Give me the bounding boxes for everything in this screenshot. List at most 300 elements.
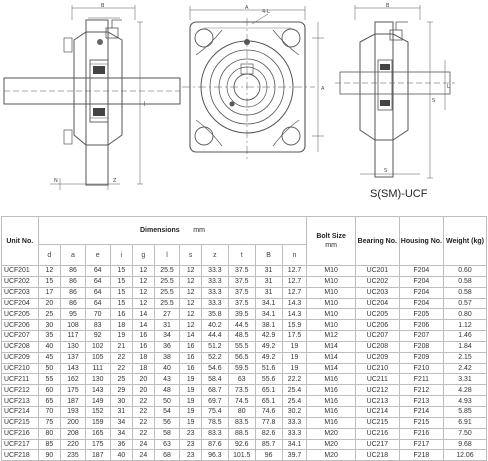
- table-cell: 0.60: [443, 266, 486, 277]
- table-cell: 220: [61, 439, 86, 450]
- table-cell: 70: [38, 406, 61, 417]
- table-cell: M10: [307, 276, 355, 287]
- table-cell: 12: [133, 298, 155, 309]
- table-cell: 34.1: [282, 439, 307, 450]
- table-cell: M16: [307, 396, 355, 407]
- unit-no-cell: UCF213: [2, 396, 39, 407]
- unit-no-cell: UCF203: [2, 287, 39, 298]
- table-cell: 64: [85, 298, 110, 309]
- table-cell: 30: [110, 396, 133, 407]
- table-cell: 12: [180, 320, 202, 331]
- table-row: [2, 428, 487, 439]
- table-cell: 39.7: [282, 450, 307, 461]
- table-cell: 16: [133, 341, 155, 352]
- table-cell: 2.15: [443, 352, 486, 363]
- table-cell: 105: [85, 352, 110, 363]
- table-cell: 15: [110, 298, 133, 309]
- table-cell: M14: [307, 363, 355, 374]
- table-cell: 65.1: [255, 385, 282, 396]
- table-cell: UC206: [355, 320, 399, 331]
- table-cell: 22: [133, 406, 155, 417]
- table-cell: 25.5: [154, 298, 180, 309]
- table-cell: 63: [228, 374, 255, 385]
- table-cell: 235: [61, 450, 86, 461]
- left-side-view: [4, 5, 180, 190]
- table-cell: 101.5: [228, 450, 255, 461]
- table-cell: 108: [61, 320, 86, 331]
- table-cell: 55.5: [228, 341, 255, 352]
- table-cell: 23: [180, 439, 202, 450]
- table-cell: 34: [154, 331, 180, 342]
- table-cell: 40: [38, 341, 61, 352]
- table-cell: 77.8: [255, 417, 282, 428]
- table-cell: UC205: [355, 309, 399, 320]
- front-view: [182, 6, 324, 160]
- unit-no-cell: UCF202: [2, 276, 39, 287]
- dim-column-header: g: [133, 245, 155, 266]
- table-cell: 15.9: [282, 320, 307, 331]
- table-cell: 95: [61, 309, 86, 320]
- dim-column-header: l: [154, 245, 180, 266]
- table-cell: UC204: [355, 298, 399, 309]
- table-row: [2, 396, 487, 407]
- table-cell: M14: [307, 352, 355, 363]
- table-cell: 21: [110, 341, 133, 352]
- table-cell: 6.91: [443, 417, 486, 428]
- table-cell: 37.5: [228, 287, 255, 298]
- table-cell: 38.1: [255, 320, 282, 331]
- table-cell: M16: [307, 417, 355, 428]
- table-cell: F204: [399, 266, 443, 277]
- table-cell: 14: [180, 331, 202, 342]
- table-cell: 12: [180, 287, 202, 298]
- table-cell: F204: [399, 287, 443, 298]
- table-cell: 59.5: [228, 363, 255, 374]
- header-weight: Weight (kg): [443, 217, 486, 266]
- unit-no-cell: UCF201: [2, 266, 39, 277]
- table-cell: 22: [133, 428, 155, 439]
- dim-column-header: z: [201, 245, 228, 266]
- dim-label: S: [384, 168, 388, 174]
- table-cell: 37.5: [228, 298, 255, 309]
- table-cell: 16: [110, 309, 133, 320]
- table-cell: 87.6: [201, 439, 228, 450]
- table-cell: 29: [110, 385, 133, 396]
- unit-no-cell: UCF204: [2, 298, 39, 309]
- table-cell: 0.57: [443, 298, 486, 309]
- table-row: [2, 331, 487, 342]
- dim-column-header: e: [85, 245, 110, 266]
- table-cell: 16: [180, 363, 202, 374]
- table-cell: M14: [307, 341, 355, 352]
- dim-label: J: [144, 101, 146, 107]
- table-cell: 111: [85, 363, 110, 374]
- table-cell: 58: [154, 428, 180, 439]
- table-cell: 162: [61, 374, 86, 385]
- table-cell: 31: [255, 287, 282, 298]
- table-cell: 187: [61, 396, 86, 407]
- table-cell: 86: [61, 287, 86, 298]
- table-cell: 152: [85, 406, 110, 417]
- unit-no-cell: UCF216: [2, 428, 39, 439]
- table-row: [2, 266, 487, 277]
- table-cell: 68: [154, 450, 180, 461]
- dim-column-header: n: [282, 245, 307, 266]
- unit-no-cell: UCF207: [2, 331, 39, 342]
- dim-column-header: t: [228, 245, 255, 266]
- table-cell: 18: [110, 320, 133, 331]
- table-cell: 92: [85, 331, 110, 342]
- table-cell: 117: [61, 331, 86, 342]
- table-cell: 54: [154, 406, 180, 417]
- table-row: [2, 298, 487, 309]
- table-cell: UC210: [355, 363, 399, 374]
- table-cell: 12.06: [443, 450, 486, 461]
- table-cell: F213: [399, 396, 443, 407]
- header-bolt-size-unit: mm: [325, 242, 337, 249]
- table-cell: 19: [282, 363, 307, 374]
- table-cell: UC202: [355, 276, 399, 287]
- table-cell: 31: [110, 406, 133, 417]
- table-cell: UC201: [355, 266, 399, 277]
- table-cell: 25: [110, 374, 133, 385]
- dim-column-header: a: [61, 245, 86, 266]
- table-cell: 14.3: [282, 309, 307, 320]
- table-cell: 16: [133, 331, 155, 342]
- table-cell: 14: [133, 309, 155, 320]
- table-cell: 12.7: [282, 287, 307, 298]
- table-cell: 25.5: [154, 287, 180, 298]
- table-row: [2, 287, 487, 298]
- unit-no-cell: UCF214: [2, 406, 39, 417]
- table-row: [2, 406, 487, 417]
- table-cell: 9.68: [443, 439, 486, 450]
- table-cell: F211: [399, 374, 443, 385]
- table-cell: 36: [110, 439, 133, 450]
- table-cell: 18: [133, 363, 155, 374]
- table-cell: 12: [38, 266, 61, 277]
- table-cell: 49.2: [255, 341, 282, 352]
- table-cell: 2.42: [443, 363, 486, 374]
- table-cell: 4.93: [443, 396, 486, 407]
- table-cell: 15: [110, 287, 133, 298]
- table-cell: 78.5: [201, 417, 228, 428]
- table-cell: 31: [255, 276, 282, 287]
- table-cell: 31: [154, 320, 180, 331]
- table-row: [2, 309, 487, 320]
- dim-column-header: B: [255, 245, 282, 266]
- table-row: [2, 352, 487, 363]
- table-cell: 19: [180, 396, 202, 407]
- table-cell: 18: [133, 352, 155, 363]
- table-cell: F216: [399, 428, 443, 439]
- dim-column-header: s: [180, 245, 202, 266]
- table-cell: 25.5: [154, 276, 180, 287]
- table-cell: 55.6: [255, 374, 282, 385]
- table-cell: 12.7: [282, 266, 307, 277]
- table-cell: 33.3: [201, 266, 228, 277]
- table-cell: 69.7: [201, 396, 228, 407]
- table-cell: 38: [154, 352, 180, 363]
- callout-4-l: 4-L: [262, 9, 270, 15]
- table-cell: 23: [180, 450, 202, 461]
- table-cell: 50: [154, 396, 180, 407]
- table-cell: 27: [154, 309, 180, 320]
- table-cell: 22: [133, 417, 155, 428]
- table-cell: UC217: [355, 439, 399, 450]
- technical-drawing: [0, 0, 488, 205]
- table-cell: 14.3: [282, 298, 307, 309]
- table-cell: 58.4: [201, 374, 228, 385]
- table-cell: 22: [133, 396, 155, 407]
- table-cell: 17.5: [282, 331, 307, 342]
- table-cell: 74.5: [228, 396, 255, 407]
- table-cell: 1.12: [443, 320, 486, 331]
- table-cell: 30: [38, 320, 61, 331]
- dim-column-header: i: [110, 245, 133, 266]
- table-cell: F204: [399, 276, 443, 287]
- table-cell: M10: [307, 298, 355, 309]
- unit-no-cell: UCF211: [2, 374, 39, 385]
- table-cell: 35.8: [201, 309, 228, 320]
- table-cell: 51.6: [255, 363, 282, 374]
- table-cell: UC214: [355, 406, 399, 417]
- table-row: [2, 276, 487, 287]
- spec-table-body: [2, 266, 487, 461]
- unit-no-cell: UCF205: [2, 309, 39, 320]
- table-cell: 83.5: [228, 417, 255, 428]
- table-cell: 40: [154, 363, 180, 374]
- table-cell: 30.2: [282, 406, 307, 417]
- table-row: [2, 450, 487, 461]
- right-side-view: [335, 5, 455, 178]
- table-cell: 65: [38, 396, 61, 407]
- table-cell: 19: [180, 385, 202, 396]
- table-cell: 70: [85, 309, 110, 320]
- table-cell: 16: [180, 352, 202, 363]
- table-cell: 175: [85, 439, 110, 450]
- table-cell: 80: [38, 428, 61, 439]
- table-cell: UC207: [355, 331, 399, 342]
- table-cell: 19: [110, 331, 133, 342]
- table-cell: 149: [85, 396, 110, 407]
- table-cell: M20: [307, 450, 355, 461]
- spec-table: [1, 216, 487, 461]
- table-cell: 19: [282, 341, 307, 352]
- table-cell: 25.4: [282, 385, 307, 396]
- table-cell: 12: [133, 266, 155, 277]
- table-cell: 48.5: [228, 331, 255, 342]
- table-cell: M10: [307, 266, 355, 277]
- table-cell: UC209: [355, 352, 399, 363]
- table-cell: 40: [110, 450, 133, 461]
- table-cell: 33.3: [282, 428, 307, 439]
- table-cell: 96: [255, 450, 282, 461]
- dim-label: A: [245, 5, 249, 11]
- table-cell: 4.28: [443, 385, 486, 396]
- table-cell: 92.6: [228, 439, 255, 450]
- table-cell: F210: [399, 363, 443, 374]
- table-cell: 86: [61, 266, 86, 277]
- table-cell: F206: [399, 320, 443, 331]
- table-cell: 64: [85, 287, 110, 298]
- table-cell: 3.31: [443, 374, 486, 385]
- table-cell: 1.84: [443, 341, 486, 352]
- unit-no-cell: UCF206: [2, 320, 39, 331]
- table-cell: 12: [133, 287, 155, 298]
- table-cell: UC203: [355, 287, 399, 298]
- table-cell: 36: [154, 341, 180, 352]
- table-cell: M16: [307, 374, 355, 385]
- table-cell: 83: [85, 320, 110, 331]
- table-cell: 5.85: [443, 406, 486, 417]
- table-cell: 74.6: [255, 406, 282, 417]
- table-cell: 45: [38, 352, 61, 363]
- dim-label: B: [386, 3, 390, 9]
- table-cell: 165: [85, 428, 110, 439]
- table-cell: 15: [110, 266, 133, 277]
- table-cell: 55: [38, 374, 61, 385]
- table-cell: 12: [180, 298, 202, 309]
- table-cell: 42.9: [255, 331, 282, 342]
- dim-column-header: d: [38, 245, 61, 266]
- table-cell: 16: [180, 341, 202, 352]
- header-bearing-no: Bearing No.: [355, 217, 399, 266]
- table-cell: 85: [38, 439, 61, 450]
- table-cell: 0.80: [443, 309, 486, 320]
- table-cell: 25.5: [154, 266, 180, 277]
- table-cell: 44.4: [201, 331, 228, 342]
- unit-no-cell: UCF208: [2, 341, 39, 352]
- table-cell: 33.3: [201, 287, 228, 298]
- table-cell: 44.5: [228, 320, 255, 331]
- table-cell: M20: [307, 439, 355, 450]
- table-cell: F212: [399, 385, 443, 396]
- table-cell: 208: [61, 428, 86, 439]
- table-cell: 20: [38, 298, 61, 309]
- table-cell: 35: [38, 331, 61, 342]
- table-cell: 52.2: [201, 352, 228, 363]
- table-row: [2, 363, 487, 374]
- table-cell: 12: [180, 309, 202, 320]
- unit-no-cell: UCF217: [2, 439, 39, 450]
- table-cell: 22.2: [282, 374, 307, 385]
- table-cell: 15: [38, 276, 61, 287]
- dim-label: S: [432, 98, 436, 104]
- table-cell: F214: [399, 406, 443, 417]
- table-cell: M10: [307, 287, 355, 298]
- header-dimensions-unit: mm: [193, 227, 205, 234]
- table-cell: 102: [85, 341, 110, 352]
- table-cell: 23: [180, 428, 202, 439]
- table-cell: 159: [85, 417, 110, 428]
- table-cell: 17: [38, 287, 61, 298]
- table-cell: F204: [399, 298, 443, 309]
- table-cell: 12: [180, 266, 202, 277]
- dim-label: A: [321, 86, 325, 92]
- table-cell: F215: [399, 417, 443, 428]
- header-bolt-size: [307, 217, 355, 266]
- unit-no-cell: UCF215: [2, 417, 39, 428]
- table-cell: 63: [154, 439, 180, 450]
- table-cell: 175: [61, 385, 86, 396]
- table-cell: 143: [85, 385, 110, 396]
- table-cell: 43: [154, 374, 180, 385]
- table-cell: 22: [110, 352, 133, 363]
- table-cell: 37.5: [228, 266, 255, 277]
- table-cell: F208: [399, 341, 443, 352]
- table-cell: 34: [110, 428, 133, 439]
- table-cell: M16: [307, 385, 355, 396]
- unit-no-cell: UCF218: [2, 450, 39, 461]
- table-cell: 73.5: [228, 385, 255, 396]
- table-cell: 33.3: [201, 298, 228, 309]
- table-cell: 20: [133, 374, 155, 385]
- table-cell: 0.58: [443, 276, 486, 287]
- table-cell: M12: [307, 331, 355, 342]
- table-cell: 65.1: [255, 396, 282, 407]
- table-cell: 193: [61, 406, 86, 417]
- dim-label: B: [101, 3, 105, 9]
- table-cell: 143: [61, 363, 86, 374]
- table-cell: 19: [180, 417, 202, 428]
- table-cell: UC211: [355, 374, 399, 385]
- table-cell: 25.4: [282, 396, 307, 407]
- table-cell: 40.2: [201, 320, 228, 331]
- table-cell: 56.5: [228, 352, 255, 363]
- table-cell: 51.2: [201, 341, 228, 352]
- table-cell: M10: [307, 309, 355, 320]
- table-cell: 34.1: [255, 309, 282, 320]
- header-dimensions-label: Dimensions: [139, 227, 180, 234]
- table-cell: 34.1: [255, 298, 282, 309]
- table-cell: 130: [85, 374, 110, 385]
- table-cell: 64: [85, 266, 110, 277]
- table-cell: 83.3: [201, 428, 228, 439]
- table-cell: M10: [307, 320, 355, 331]
- table-cell: 22: [110, 363, 133, 374]
- table-cell: 12.7: [282, 276, 307, 287]
- table-cell: 12: [180, 276, 202, 287]
- table-cell: 187: [85, 450, 110, 461]
- table-cell: F217: [399, 439, 443, 450]
- table-cell: 15: [110, 276, 133, 287]
- table-cell: F218: [399, 450, 443, 461]
- table-row: [2, 341, 487, 352]
- table-cell: M16: [307, 406, 355, 417]
- table-cell: UC212: [355, 385, 399, 396]
- table-cell: 60: [38, 385, 61, 396]
- table-cell: 34: [110, 417, 133, 428]
- table-cell: 96.3: [201, 450, 228, 461]
- table-cell: M20: [307, 428, 355, 439]
- table-cell: UC213: [355, 396, 399, 407]
- table-row: [2, 385, 487, 396]
- table-cell: 88.5: [228, 428, 255, 439]
- dim-label: L: [447, 84, 450, 90]
- table-cell: 12: [133, 276, 155, 287]
- table-cell: UC218: [355, 450, 399, 461]
- table-cell: 19: [180, 374, 202, 385]
- table-cell: 49.2: [255, 352, 282, 363]
- table-cell: 90: [38, 450, 61, 461]
- table-cell: 19: [180, 406, 202, 417]
- table-row: [2, 439, 487, 450]
- table-row: [2, 320, 487, 331]
- table-cell: 25: [38, 309, 61, 320]
- table-cell: F205: [399, 309, 443, 320]
- table-cell: 82.6: [255, 428, 282, 439]
